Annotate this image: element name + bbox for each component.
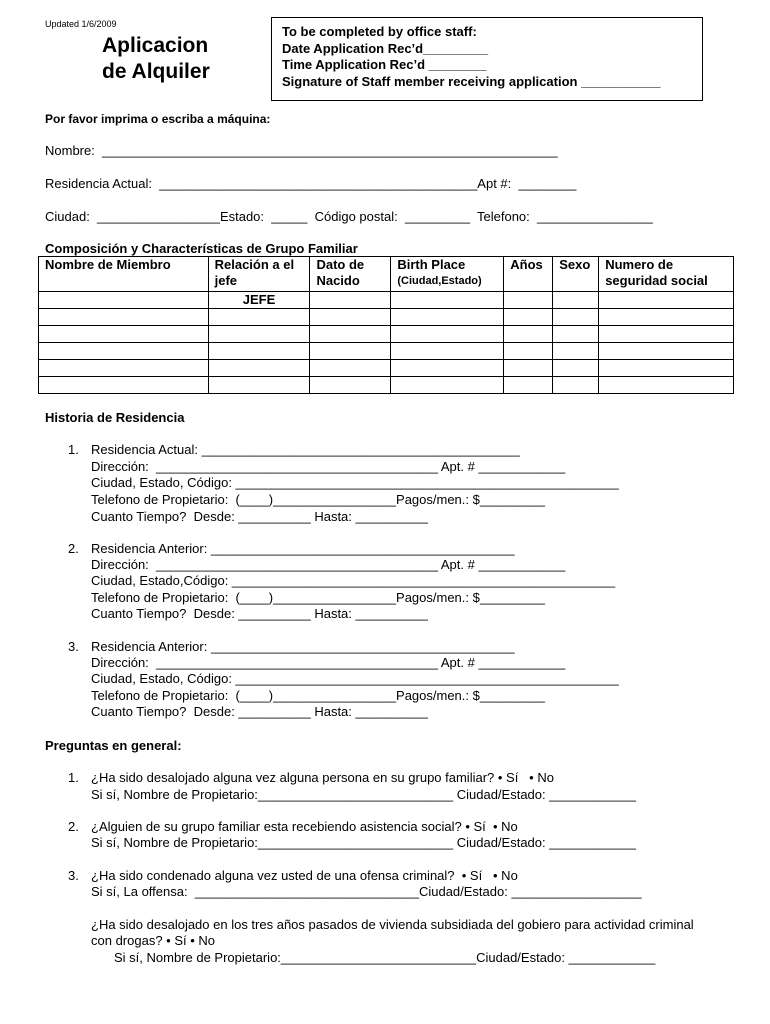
table-cell[interactable] (599, 309, 734, 326)
col-header-nacido: Dato de Nacido (310, 257, 391, 292)
time-received-field[interactable]: Time Application Rec’d ________ (282, 57, 487, 72)
questions-title: Preguntas en general: (45, 738, 182, 753)
residence-line[interactable]: Residencia Actual: ____________________________________________ (91, 442, 520, 457)
item-number: 1. (68, 770, 79, 785)
staff-signature-field[interactable]: Signature of Staff member receiving application ___________ (282, 73, 661, 89)
table-cell[interactable] (310, 309, 391, 326)
question-text[interactable]: ¿Ha sido condenado alguna vez usted de una ofensa criminal? • Sí • No (91, 868, 518, 883)
table-cell[interactable] (391, 360, 504, 377)
landlord-phone-line[interactable]: Telefono de Propietario: (____)_________________Pagos/men.: $_________ (91, 492, 545, 507)
table-cell[interactable] (208, 326, 310, 343)
question-followup[interactable]: Si sí, Nombre de Propietario:___________________________ Ciudad/Estado: ____________ (91, 787, 636, 802)
table-cell[interactable] (504, 343, 553, 360)
address-line[interactable]: Dirección: _______________________________________ Apt. # ____________ (91, 655, 566, 670)
item-number: 2. (68, 541, 79, 556)
table-cell[interactable] (553, 309, 599, 326)
table-cell[interactable] (504, 377, 553, 394)
table-cell[interactable] (310, 292, 391, 309)
city-state-zip-line[interactable]: Ciudad, Estado, Código: _____________________________________________________ (91, 475, 619, 490)
item-number: 3. (68, 639, 79, 654)
address-line[interactable]: Dirección: _______________________________________ Apt. # ____________ (91, 557, 566, 572)
table-cell[interactable] (39, 292, 209, 309)
residence-line[interactable]: Residencia Anterior: __________________________________________ (91, 541, 515, 556)
item-number: 2. (68, 819, 79, 834)
table-cell[interactable] (391, 377, 504, 394)
table-cell[interactable] (391, 292, 504, 309)
table-cell[interactable] (310, 377, 391, 394)
question-followup[interactable]: Si sí, Nombre de Propietario:___________________________ Ciudad/Estado: ____________ (91, 835, 636, 850)
table-cell[interactable] (504, 292, 553, 309)
table-cell[interactable] (553, 343, 599, 360)
address-line[interactable]: Dirección: _______________________________________ Apt. # ____________ (91, 459, 566, 474)
table-row (39, 292, 734, 309)
table-cell[interactable] (504, 360, 553, 377)
table-cell[interactable] (208, 360, 310, 377)
col-header-relacion: Relación a el jefe (208, 257, 310, 292)
item-number: 3. (68, 868, 79, 883)
table-cell[interactable] (39, 360, 209, 377)
table-cell[interactable] (553, 292, 599, 309)
table-cell[interactable] (208, 309, 310, 326)
form-title-line2: de Alquiler (102, 60, 210, 83)
table-cell[interactable] (553, 377, 599, 394)
question-text[interactable]: ¿Ha sido desalojado en los tres años pasados de vivienda subsidiada del gobiero para actividad criminal (91, 917, 694, 932)
relation-jefe-cell: JEFE (208, 292, 310, 309)
duration-line[interactable]: Cuanto Tiempo? Desde: __________ Hasta: __________ (91, 704, 428, 719)
table-cell[interactable] (553, 326, 599, 343)
duration-line[interactable]: Cuanto Tiempo? Desde: __________ Hasta: __________ (91, 509, 428, 524)
city-state-zip-line[interactable]: Ciudad, Estado,Código: _____________________________________________________ (91, 573, 616, 588)
office-staff-box (271, 17, 703, 101)
date-received-field[interactable]: Date Application Rec’d_________ (282, 40, 489, 56)
table-cell[interactable] (208, 377, 310, 394)
question-followup[interactable]: Si sí, Nombre de Propietario:___________________________Ciudad/Estado: ____________ (114, 950, 656, 965)
table-cell[interactable] (599, 360, 734, 377)
col-header-ssn: Numero de seguridad social (599, 257, 734, 292)
landlord-phone-line[interactable]: Telefono de Propietario: (____)_________________Pagos/men.: $_________ (91, 688, 545, 703)
col-header-nombre: Nombre de Miembro (39, 257, 209, 292)
table-cell[interactable] (504, 326, 553, 343)
table-cell[interactable] (391, 326, 504, 343)
table-cell[interactable] (39, 326, 209, 343)
updated-date: Updated 1/6/2009 (45, 19, 117, 29)
question-text-cont[interactable]: con drogas? • Sí • No (91, 933, 216, 948)
table-row (39, 326, 734, 343)
form-title-line1: Aplicacion (102, 34, 209, 57)
table-cell[interactable] (391, 309, 504, 326)
table-cell[interactable] (599, 377, 734, 394)
table-cell[interactable] (553, 360, 599, 377)
table-cell[interactable] (39, 377, 209, 394)
residence-line[interactable]: Residencia Anterior: __________________________________________ (91, 639, 515, 654)
city-state-zip-line[interactable]: Ciudad, Estado, Código: _____________________________________________________ (91, 671, 619, 686)
table-cell[interactable] (599, 343, 734, 360)
item-number: 1. (68, 442, 79, 457)
residence-history-title: Historia de Residencia (45, 410, 185, 425)
ciudad-estado-field[interactable]: Ciudad: _________________Estado: _____ Código postal: _________ Telefono: ________________ (45, 209, 653, 224)
landlord-phone-line[interactable]: Telefono de Propietario: (____)_________________Pagos/men.: $_________ (91, 590, 545, 605)
table-row (39, 343, 734, 360)
print-instruction: Por favor imprima o escriba a máquina: (45, 112, 271, 126)
table-row (39, 360, 734, 377)
nombre-field[interactable]: Nombre: _______________________________________________________________ (45, 143, 558, 158)
col-header-birth-place: Birth Place (Ciudad,Estado) (391, 257, 504, 292)
table-cell[interactable] (39, 309, 209, 326)
table-cell[interactable] (504, 309, 553, 326)
table-cell[interactable] (310, 343, 391, 360)
table-cell[interactable] (310, 360, 391, 377)
household-section-title: Composición y Characterísticas de Grupo Familiar (45, 241, 358, 256)
table-cell[interactable] (208, 343, 310, 360)
table-cell[interactable] (599, 292, 734, 309)
residencia-actual-field[interactable]: Residencia Actual: ____________________________________________Apt #: ________ (45, 176, 577, 191)
duration-line[interactable]: Cuanto Tiempo? Desde: __________ Hasta: __________ (91, 606, 428, 621)
table-cell[interactable] (391, 343, 504, 360)
household-header-row (39, 257, 734, 292)
col-header-anos: Años (504, 257, 553, 292)
staff-box-heading: To be completed by office staff: (282, 24, 477, 39)
question-followup[interactable]: Si sí, La offensa: _______________________________Ciudad/Estado: __________________ (91, 884, 642, 899)
table-row (39, 377, 734, 394)
col-header-sexo: Sexo (553, 257, 599, 292)
table-cell[interactable] (599, 326, 734, 343)
question-text[interactable]: ¿Ha sido desalojado alguna vez alguna persona en su grupo familiar? • Sí • No (91, 770, 554, 785)
household-table (38, 256, 734, 394)
table-row (39, 309, 734, 326)
table-cell[interactable] (310, 326, 391, 343)
question-text[interactable]: ¿Alguien de su grupo familiar esta recebiendo asistencia social? • Sí • No (91, 819, 518, 834)
table-cell[interactable] (39, 343, 209, 360)
